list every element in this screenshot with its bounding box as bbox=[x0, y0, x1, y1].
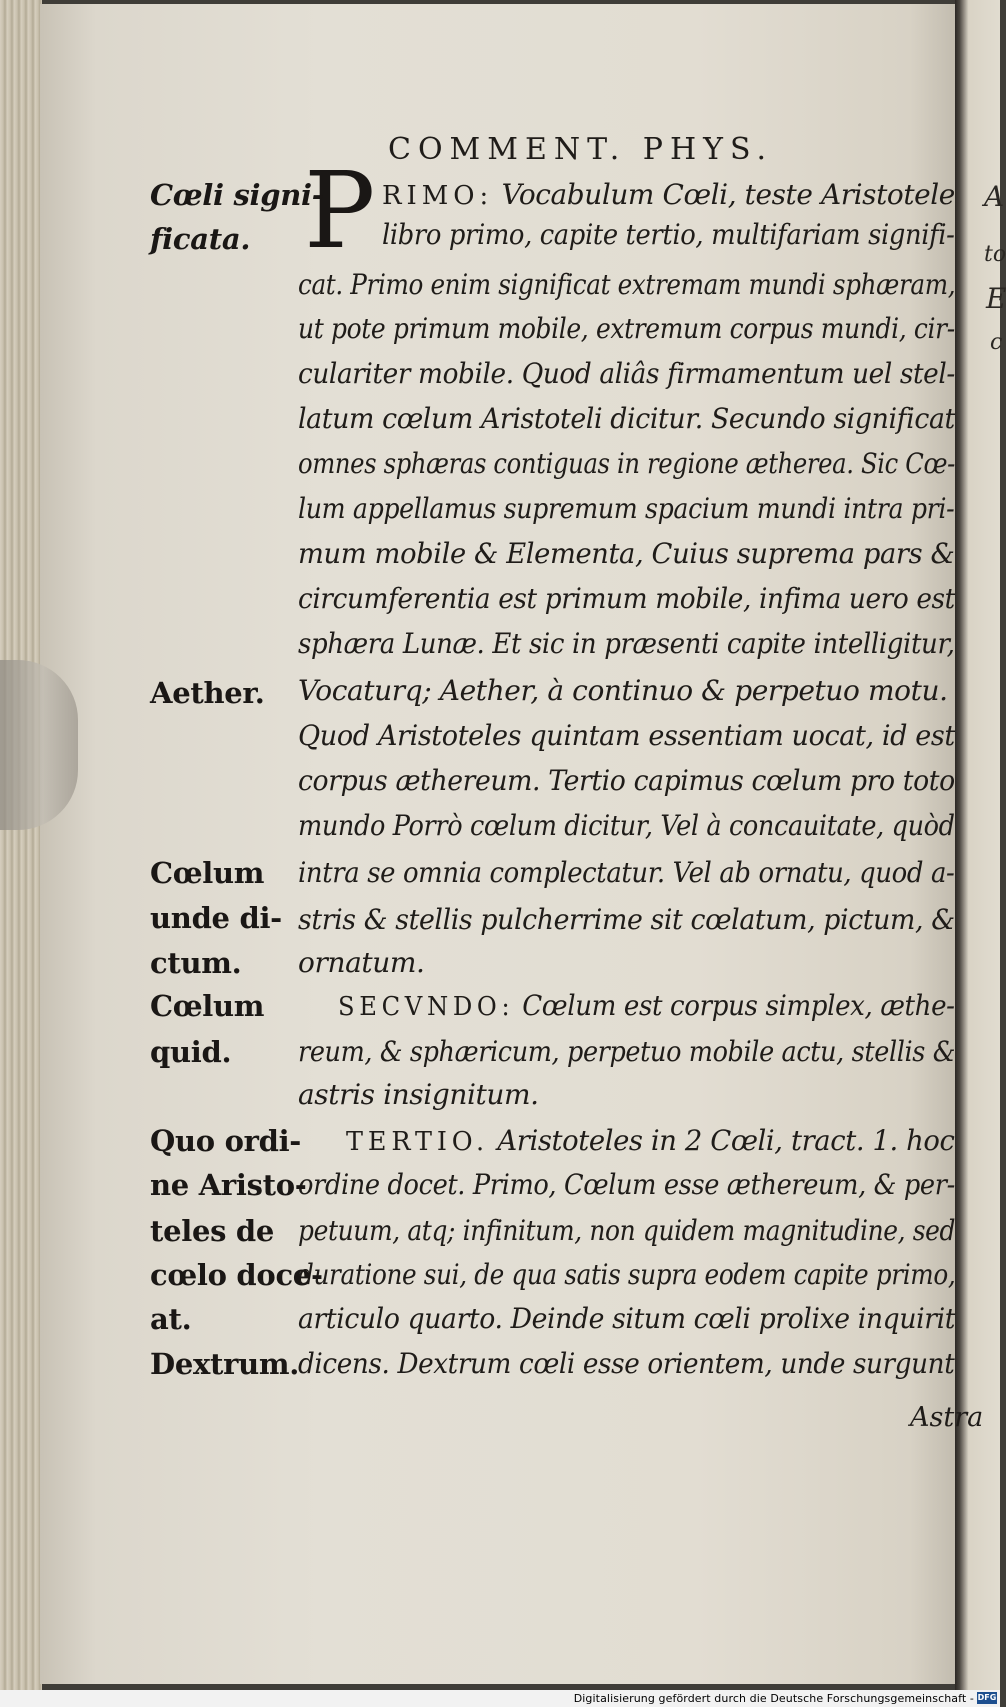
sidenote-line: quid. bbox=[150, 1035, 232, 1069]
sidenote-line: Cœlum bbox=[150, 989, 265, 1023]
text-line: petuum, atq; infinitum, non quidem magnitudine, sed bbox=[298, 1214, 956, 1247]
page-edges-left bbox=[0, 0, 42, 1690]
sidenote-line: Quo ordi- bbox=[150, 1124, 302, 1158]
text-line: sphæra Lunæ. Et sic in præsenti capite intelligitur, bbox=[298, 627, 955, 660]
text-line: Quod Aristoteles quintam essentiam uocat, id est bbox=[298, 719, 955, 752]
drop-cap: P bbox=[304, 149, 376, 272]
text-line: circumferentia est primum mobile, infima uero est bbox=[298, 582, 955, 615]
sidenote-line: ficata. bbox=[150, 222, 251, 256]
book-page bbox=[40, 4, 975, 1684]
text-line: cat. Primo enim significat extremam mundi sphæram, bbox=[298, 268, 956, 301]
running-header: COMMENT. PHYS. bbox=[388, 132, 773, 167]
text-line: Vocaturq; Aether, à continuo & perpetuo motu. bbox=[298, 674, 948, 707]
text-line: mundo Porrò cœlum dicitur, Vel à concauitate, quòd bbox=[298, 809, 955, 842]
text-line-content: Vocabulum Cœli, teste Aristotele bbox=[493, 178, 955, 211]
text-line: astris insignitum. bbox=[298, 1078, 539, 1111]
sidenote-line: Cœlum bbox=[150, 856, 265, 890]
sidenote-line: cœlo doce- bbox=[150, 1258, 323, 1292]
text-line: lum appellamus supremum spacium mundi intra pri- bbox=[298, 492, 955, 525]
text-line: dicens. Dextrum cœli esse orientem, unde surgunt bbox=[298, 1347, 955, 1380]
sidenote-line: Dextrum. bbox=[150, 1347, 300, 1381]
text-line-lead: TERTIO. bbox=[346, 1127, 490, 1157]
text-line: libro primo, capite tertio, multifariam signifi- bbox=[382, 218, 955, 251]
sidenote-line: ne Aristo- bbox=[150, 1168, 307, 1202]
dfg-logo: DFG bbox=[977, 1693, 997, 1702]
text-line-lead: SECVNDO: bbox=[338, 992, 515, 1022]
sidenote-line: unde di- bbox=[150, 901, 282, 935]
text-line: duratione sui, de qua satis supra eodem capite primo, bbox=[298, 1258, 956, 1291]
text-line: ordine docet. Primo, Cœlum esse æthereum, & per- bbox=[298, 1168, 955, 1201]
sidenote-line: at. bbox=[150, 1302, 192, 1336]
sidenote-line: ctum. bbox=[150, 946, 242, 980]
next-page-fragment: to bbox=[984, 242, 1006, 267]
catchword: Astra bbox=[910, 1402, 984, 1433]
text-line: stris & stellis pulcherrime sit cœlatum, pictum, & bbox=[298, 903, 955, 936]
text-line bbox=[382, 178, 955, 211]
text-line bbox=[346, 1124, 954, 1157]
sidenote-line: Cœli signi- bbox=[150, 178, 324, 212]
text-line: ut pote primum mobile, extremum corpus mundi, cir- bbox=[298, 312, 955, 345]
next-page-fragment: A bbox=[984, 180, 1005, 213]
sidenote-line: teles de bbox=[150, 1214, 275, 1248]
text-line: culariter mobile. Quod aliâs firmamentum uel stel- bbox=[298, 357, 955, 390]
next-page-fragment: c bbox=[990, 330, 1003, 355]
footer-credit: Digitalisierung gefördert durch die Deutsche Forschungsgemeinschaft - bbox=[573, 1692, 974, 1705]
next-page-fragment: E bbox=[986, 282, 1006, 315]
text-line: reum, & sphæricum, perpetuo mobile actu, stellis & bbox=[298, 1035, 956, 1068]
page-clip bbox=[0, 660, 78, 830]
text-line: omnes sphæras contiguas in regione ætherea. Sic Cœ- bbox=[298, 447, 955, 480]
text-line bbox=[338, 989, 955, 1022]
text-line: articulo quarto. Deinde situm cœli prolixe inquirit bbox=[298, 1302, 956, 1335]
text-line: mum mobile & Elementa, Cuius suprema pars & bbox=[298, 537, 955, 570]
text-line: ornatum. bbox=[298, 946, 425, 979]
text-line: corpus æthereum. Tertio capimus cœlum pro toto bbox=[298, 764, 955, 797]
text-line: intra se omnia complectatur. Vel ab ornatu, quod a- bbox=[298, 856, 955, 889]
sidenote-line: Aether. bbox=[150, 676, 265, 710]
text-line: latum cœlum Aristoteli dicitur. Secundo significat bbox=[298, 402, 955, 435]
text-line-lead: RIMO: bbox=[382, 181, 494, 211]
text-line-content: Aristoteles in 2 Cœli, tract. 1. hoc bbox=[489, 1124, 955, 1157]
text-line-content: Cœlum est corpus simplex, æthe- bbox=[514, 989, 955, 1022]
